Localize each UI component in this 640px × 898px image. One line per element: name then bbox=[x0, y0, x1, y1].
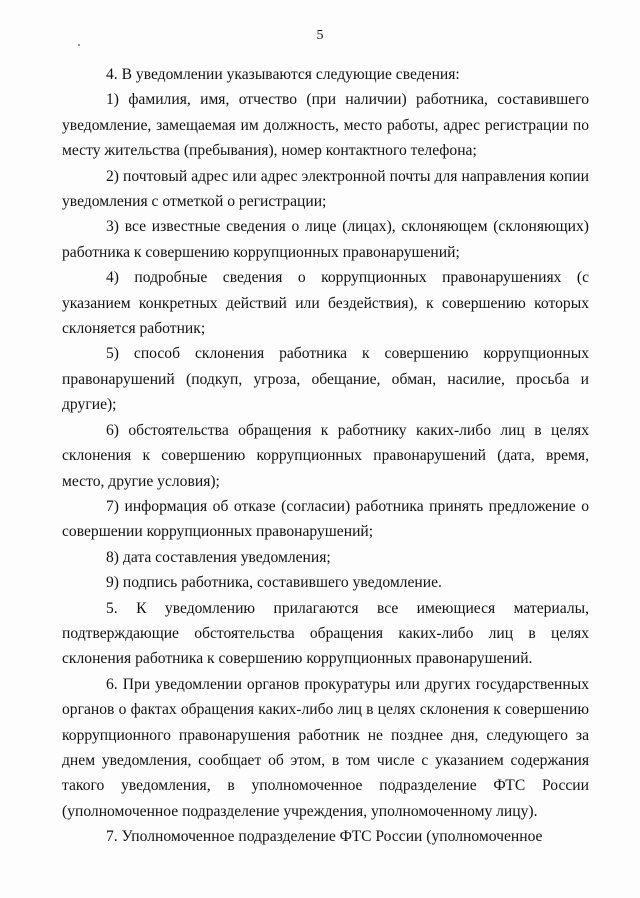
paragraph-item-4-heading: 4. В уведомлении указываются следующие сведения: bbox=[106, 66, 460, 83]
list-item-2: 2) почтовый адрес или адрес электронной почты для направления копии уведомления с отметкой о регистрации; bbox=[62, 167, 589, 211]
paragraph-item-6: 6. При уведомлении органов прокуратуры или других государственных органов о фактах обращения каких-либо лиц в целях склонения к совершению коррупционного правонарушения работник не позднее дня, следующего за днем уведомления, сообщает об этом, в том числе с указанием содержания такого уведомления, в уполномоченное подразделение ФТС России (уполномоченное подразделение учреждения, уполномоченному лицу). bbox=[62, 675, 589, 820]
list-item-3: 3) все известные сведения о лице (лицах), склоняющем (склоняющих) работника к совершению коррупционных правонарушений; bbox=[62, 218, 589, 261]
list-item-1: 1) фамилия, имя, отчество (при наличии) работника, составившего уведомление, замещаемая им должность, место работы, адрес регистрации по месту жительства (пребывания), номер контактного телефона; bbox=[62, 91, 589, 160]
paragraph-item-7: 7. Уполномоченное подразделение ФТС России (уполномоченное bbox=[106, 828, 543, 846]
paragraph-item-5: 5. К уведомлению прилагаются все имеющиеся материалы, подтверждающие обстоятельства обращения каких-либо лиц в целях склонения работника к совершению коррупционных правонарушений. bbox=[62, 599, 589, 668]
document-body bbox=[62, 62, 589, 850]
list-item-6: 6) обстоятельства обращения к работнику каких-либо лиц в целях склонения к совершению коррупционных правонарушений (дата, время, место, другие условия); bbox=[62, 421, 589, 490]
list-item-8: 8) дата составления уведомления; bbox=[106, 548, 331, 566]
list-item-7: 7) информация об отказе (согласии) работника принять предложение о совершении коррупционных правонарушений; bbox=[62, 497, 589, 541]
page-number: 5 bbox=[316, 28, 324, 43]
list-item-9: 9) подпись работника, составившего уведомление. bbox=[106, 574, 442, 592]
scan-speck bbox=[78, 44, 80, 46]
list-item-4: 4) подробные сведения о коррупционных правонарушениях (с указанием конкретных действий или бездействия), к совершению которых склоняется работник; bbox=[62, 269, 589, 338]
list-item-5: 5) способ склонения работника к совершению коррупционных правонарушений (подкуп, угроза, обещание, обман, насилие, просьба и другие); bbox=[62, 345, 589, 414]
